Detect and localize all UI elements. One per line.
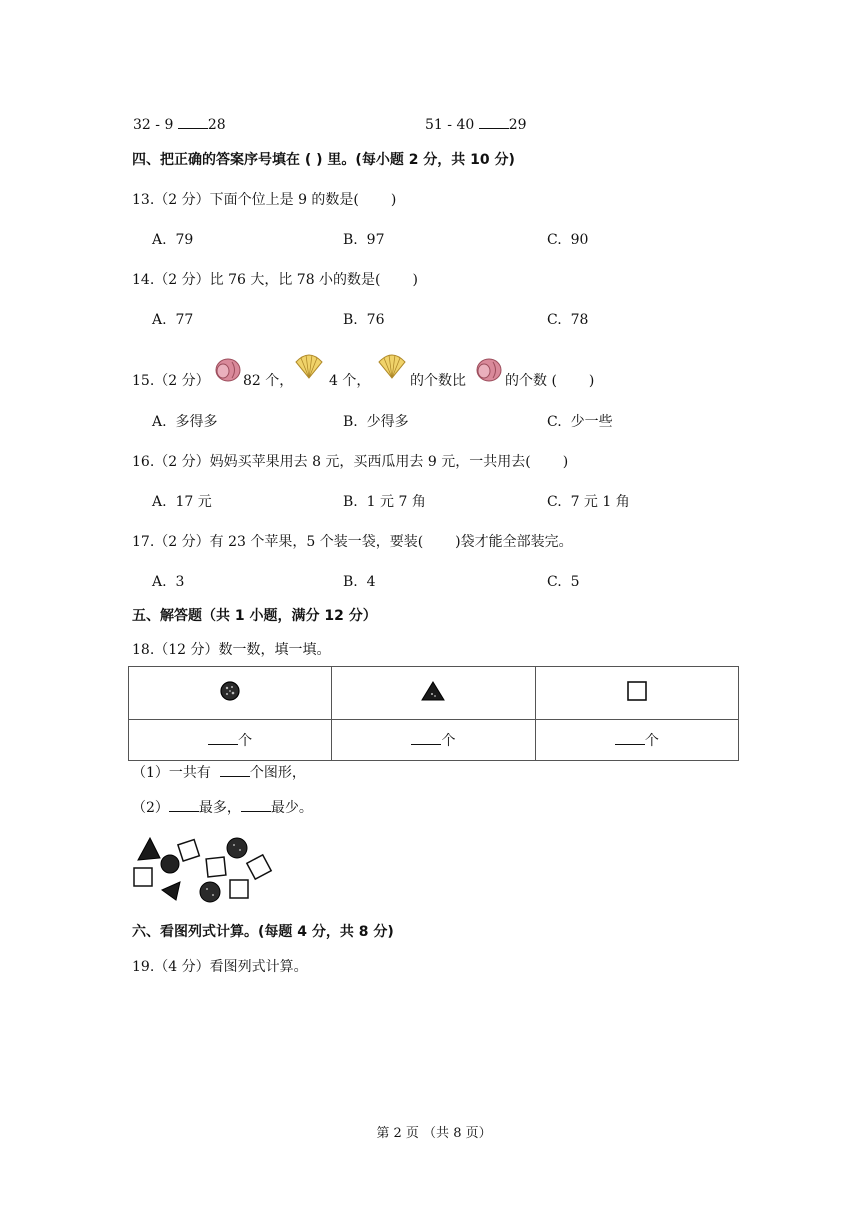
sub-question-1: [132, 764, 306, 782]
option-text: 4: [366, 574, 376, 590]
section-title: 四、把正确的答案序号填在 ( ) 里。(每小题 2 分，共 10 分): [132, 152, 515, 168]
option-b[interactable]: [343, 231, 384, 249]
table-header-cell: [332, 667, 535, 720]
compare-item-right: [425, 116, 527, 134]
compare-rhs: 28: [207, 117, 226, 133]
answer-blank[interactable]: [178, 116, 208, 129]
option-text: 17 元: [175, 494, 212, 510]
table-answer-cell[interactable]: [535, 720, 738, 761]
table-header-cell: [535, 667, 738, 720]
paren-close: )袋才能全部装完。: [455, 534, 573, 550]
option-text: 少得多: [366, 414, 409, 430]
compare-expression: 51 - 40: [425, 117, 475, 133]
triangle-shape-icon: [162, 882, 180, 900]
sub-question-text: 个图形，: [249, 765, 306, 781]
option-text: 90: [570, 232, 589, 248]
option-c[interactable]: [547, 493, 630, 511]
option-text: 77: [175, 312, 194, 328]
unit-label: 个: [644, 733, 659, 749]
compare-rhs: 29: [508, 117, 527, 133]
paren-close: ): [412, 272, 418, 288]
option-key: B.: [343, 414, 358, 430]
answer-blank[interactable]: [479, 116, 509, 129]
option-text: 78: [570, 312, 589, 328]
section-title: 五、解答题（共 1 小题，满分 12 分）: [132, 608, 377, 624]
option-a[interactable]: [152, 231, 193, 249]
option-c[interactable]: [547, 413, 613, 431]
question-15-prefix: 15.（2 分）: [132, 373, 210, 389]
page-footer: 第 2 页 （共 8 页）: [376, 1126, 492, 1141]
option-text: 97: [366, 232, 385, 248]
option-key: C.: [547, 312, 562, 328]
sub-question-text: （2）: [132, 800, 169, 816]
option-key: C.: [547, 232, 562, 248]
table-answer-cell[interactable]: [129, 720, 332, 761]
option-b[interactable]: [343, 493, 426, 511]
square-shape-icon: [206, 857, 226, 877]
shell-icon: [212, 356, 242, 384]
shapes-picture: [130, 834, 276, 906]
option-text: 多得多: [175, 414, 218, 430]
question-15-t3: 的个数比: [410, 373, 466, 389]
square-shape-icon: [247, 855, 271, 879]
question-17: [132, 533, 573, 551]
option-a[interactable]: [152, 311, 193, 329]
circle-shape-icon: [161, 855, 179, 873]
compare-item-left: [133, 116, 226, 134]
sub-question-text: 最多，: [198, 800, 241, 816]
question-16: [132, 453, 568, 471]
table-header-cell: [129, 667, 332, 720]
option-a[interactable]: [152, 413, 217, 431]
option-a[interactable]: [152, 493, 212, 511]
sub-question-text: （1）一共有: [132, 765, 211, 781]
option-text: 5: [570, 574, 580, 590]
option-c[interactable]: [547, 573, 580, 591]
answer-blank[interactable]: [615, 732, 645, 745]
question-19-stem: 19.（4 分）看图列式计算。: [132, 959, 308, 975]
option-c[interactable]: [547, 311, 588, 329]
question-stem: 13.（2 分）下面个位上是 9 的数是(: [132, 192, 359, 208]
question-stem: 16.（2 分）妈妈买苹果用去 8 元，买西瓜用去 9 元，一共用去(: [132, 454, 531, 470]
circle-shape-icon: [219, 680, 241, 702]
table-answer-cell[interactable]: [332, 720, 535, 761]
question-15-t4: [505, 372, 594, 390]
triangle-shape-icon: [420, 680, 446, 702]
question-stem: 17.（2 分）有 23 个苹果，5 个装一袋，要装(: [132, 534, 424, 550]
option-key: A.: [152, 494, 167, 510]
compare-expression: 32 - 9: [133, 117, 174, 133]
option-key: B.: [343, 312, 358, 328]
option-a[interactable]: [152, 573, 184, 591]
unit-label: 个: [441, 733, 456, 749]
answer-blank[interactable]: [411, 732, 441, 745]
triangle-shape-icon: [138, 838, 160, 860]
option-key: A.: [152, 574, 167, 590]
option-c[interactable]: [547, 231, 588, 249]
option-text: 少一些: [570, 414, 613, 430]
square-shape-icon: [134, 868, 152, 886]
square-shape-icon: [625, 679, 649, 703]
question-14: [132, 271, 418, 289]
circle-shape-icon: [200, 882, 220, 902]
question-15-t2: 4 个，: [329, 373, 371, 389]
option-key: C.: [547, 414, 562, 430]
answer-blank[interactable]: [208, 732, 238, 745]
option-text: 79: [175, 232, 194, 248]
option-text: 3: [175, 574, 185, 590]
sub-question-2: [132, 799, 313, 817]
option-key: A.: [152, 414, 167, 430]
option-key: C.: [547, 494, 562, 510]
paren-close: ): [390, 192, 397, 208]
unit-label: 个: [238, 733, 253, 749]
option-key: A.: [152, 232, 167, 248]
question-stem: 的个数 (: [505, 373, 557, 389]
question-18-stem: 18.（12 分）数一数，填一填。: [132, 642, 331, 658]
option-b[interactable]: [343, 311, 384, 329]
fan-shell-icon: [377, 352, 407, 380]
option-key: A.: [152, 312, 167, 328]
section-title: 六、看图列式计算。(每题 4 分，共 8 分): [132, 924, 394, 940]
paren-close: ): [562, 454, 569, 470]
option-key: C.: [547, 574, 562, 590]
option-text: 7 元 1 角: [570, 494, 630, 510]
answer-blank[interactable]: [241, 799, 271, 812]
question-15-t1: 82 个，: [243, 373, 294, 389]
sub-question-text: 最少。: [270, 800, 313, 816]
option-key: B.: [343, 232, 358, 248]
question-13: [132, 191, 396, 209]
option-b[interactable]: [343, 573, 376, 591]
question-stem: 14.（2 分）比 76 大，比 78 小的数是(: [132, 272, 381, 288]
count-table: [128, 666, 739, 761]
option-text: 1 元 7 角: [366, 494, 426, 510]
answer-blank[interactable]: [169, 799, 199, 812]
option-b[interactable]: [343, 413, 409, 431]
shell-icon: [473, 356, 503, 384]
option-key: B.: [343, 574, 358, 590]
paren-close: ): [588, 373, 595, 389]
fan-shell-icon: [294, 352, 324, 380]
circle-shape-icon: [227, 838, 247, 858]
square-shape-icon: [230, 880, 248, 898]
option-text: 76: [366, 312, 385, 328]
square-shape-icon: [178, 840, 199, 861]
option-key: B.: [343, 494, 358, 510]
answer-blank[interactable]: [220, 764, 250, 777]
